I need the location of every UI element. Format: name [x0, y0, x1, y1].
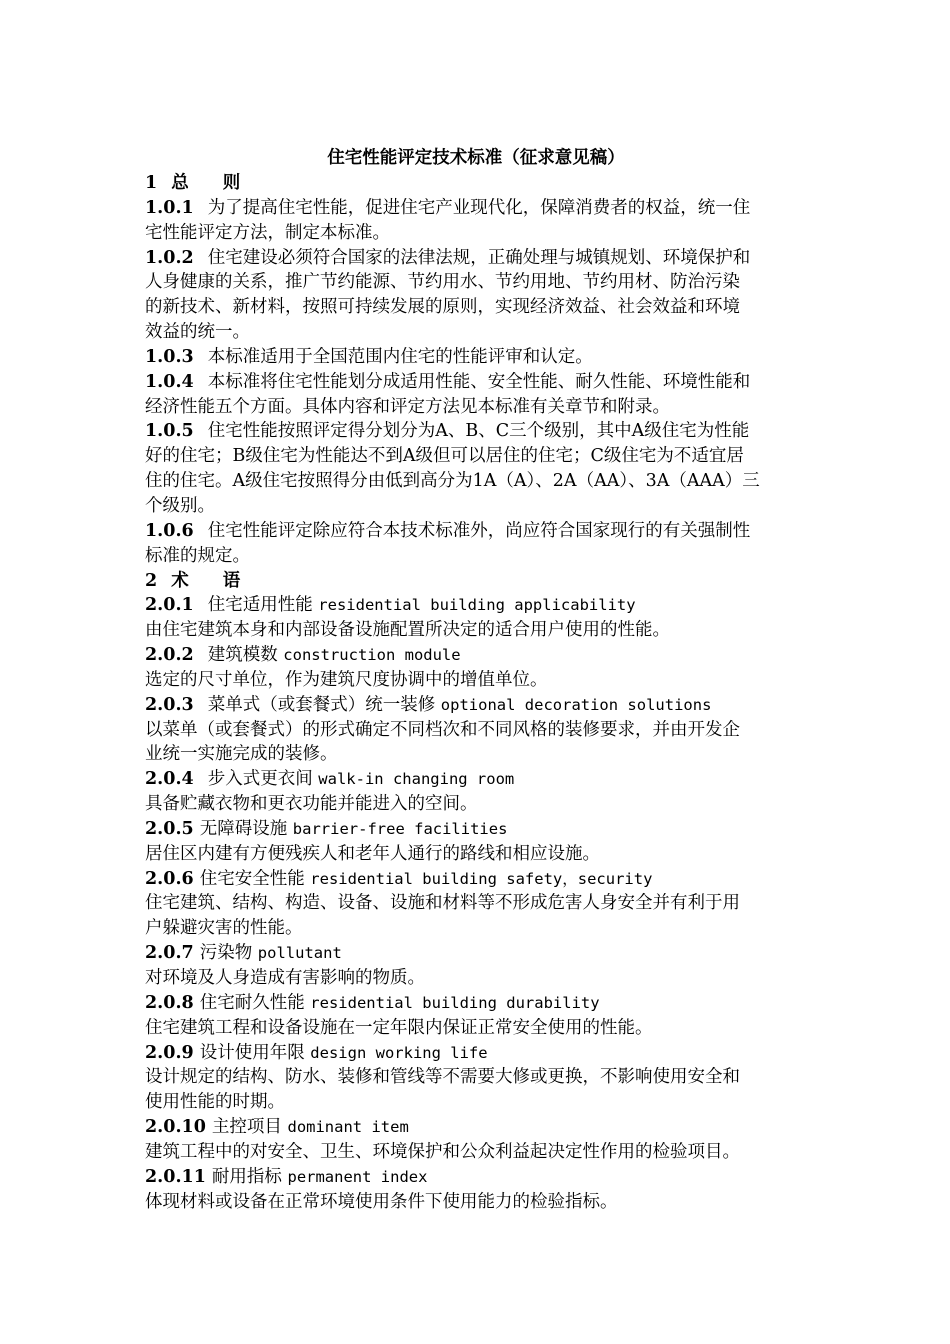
term-chinese: 住宅安全性能 [199, 868, 305, 889]
term-line [145, 991, 807, 1016]
term-english: residential building durability [310, 993, 600, 1012]
term-chinese: 设计使用年限 [199, 1042, 305, 1063]
term-line [145, 867, 807, 892]
term-definition: 对环境及人身造成有害影响的物质。 [145, 968, 425, 988]
term-number: 2.0.2 [145, 645, 194, 666]
clause-number: 1.0.4 [145, 371, 194, 392]
clause-line [145, 494, 807, 519]
term-chinese: 耐用指标 [211, 1166, 282, 1187]
term-english: dominant item [287, 1118, 409, 1137]
term-line [145, 643, 807, 668]
section-number: 2 [145, 570, 158, 591]
clause-text: 好的住宅；B级住宅为性能达不到A级但可以居住的住宅；C级住宅为不适宜居 [145, 446, 744, 467]
clause-text: 的新技术、新材料，按照可持续发展的原则，实现经济效益、社会效益和环境 [145, 297, 740, 318]
clause-line [145, 320, 807, 345]
term-english: barrier-free facilities [292, 819, 508, 838]
term-chinese: 建筑模数 [207, 645, 278, 666]
clause-text: 为了提高住宅性能，促进住宅产业现代化，保障消费者的权益，统一住 [207, 197, 751, 218]
term-chinese: 污染物 [199, 943, 253, 964]
clause-line [145, 246, 807, 271]
clause-text: 经济性能五个方面。具体内容和评定方法见本标准有关章节和附录。 [145, 396, 670, 417]
term-definition: 设计规定的结构、防水、装修和管线等不需要大修或更换，不影响使用安全和 [145, 1067, 740, 1088]
term-english: construction module [283, 646, 461, 665]
clause-number: 1.0.1 [145, 197, 194, 218]
section-heading [145, 171, 807, 196]
term-definition: 选定的尺寸单位，作为建筑尺度协调中的增值单位。 [145, 669, 548, 690]
term-line [145, 767, 807, 792]
clause-number: 1.0.2 [145, 247, 194, 268]
term-definition: 居住区内建有方便残疾人和老年人通行的路线和相应设施。 [145, 843, 600, 864]
clause-text: 住宅性能按照评定得分划分为A、B、C三个级别，其中A级住宅为性能 [207, 421, 750, 442]
clause-text: 本标准将住宅性能划分成适用性能、安全性能、耐久性能、环境性能和 [207, 371, 751, 392]
term-english: residential building applicability [318, 596, 636, 615]
clause-line [145, 295, 807, 320]
clause-line [145, 419, 807, 444]
term-definition: 由住宅建筑本身和内部设备设施配置所决定的适合用户使用的性能。 [145, 620, 670, 641]
term-definition: 体现材料或设备在正常环境使用条件下使用能力的检验指标。 [145, 1191, 618, 1212]
clause-line [145, 345, 807, 370]
term-number: 2.0.6 [145, 868, 194, 889]
clause-number: 1.0.5 [145, 421, 194, 442]
document-title: 住宅性能评定技术标准（征求意见稿） [327, 148, 625, 168]
section-heading [145, 569, 807, 594]
clause-text: 住的住宅。A级住宅按照得分由低到高分为1A（A）、2A（AA）、3A（AAA）三 [145, 471, 760, 492]
term-number: 2.0.9 [145, 1042, 194, 1063]
clause-text: 住宅性能评定除应符合本技术标准外，尚应符合国家现行的有关强制性 [207, 520, 751, 541]
term-definition: 业统一实施完成的装修。 [145, 744, 338, 765]
term-line [145, 1165, 807, 1190]
term-number: 2.0.3 [145, 694, 194, 715]
clause-text: 效益的统一。 [145, 322, 250, 343]
clause-text: 本标准适用于全国范围内住宅的性能评审和认定。 [207, 346, 593, 367]
term-definition: 以菜单（或套餐式）的形式确定不同档次和不同风格的装修要求，并由开发企 [145, 719, 740, 740]
term-definition: 建筑工程中的对安全、卫生、环境保护和公众利益起决定性作用的检验项目。 [145, 1141, 740, 1162]
term-definition: 户躲避灾害的性能。 [145, 918, 303, 939]
term-line [145, 817, 807, 842]
term-number: 2.0.11 [145, 1166, 206, 1187]
term-number: 2.0.4 [145, 769, 194, 790]
clause-line [145, 221, 807, 246]
term-chinese: 菜单式（或套餐式）统一装修 [207, 694, 436, 715]
term-line [145, 941, 807, 966]
clause-line [145, 196, 807, 221]
term-english: optional decoration solutions [440, 695, 712, 714]
term-english: permanent index [287, 1167, 428, 1186]
term-number: 2.0.1 [145, 595, 194, 616]
clause-line [145, 469, 807, 494]
term-number: 2.0.10 [145, 1117, 206, 1138]
term-line [145, 1115, 807, 1140]
term-number: 2.0.5 [145, 818, 194, 839]
term-chinese: 无障碍设施 [199, 818, 288, 839]
term-line [145, 693, 807, 718]
term-definition: 住宅建筑、结构、构造、设备、设施和材料等不形成危害人身安全并有利于用 [145, 893, 740, 914]
term-english: pollutant [257, 944, 342, 963]
clause-text: 标准的规定。 [145, 545, 250, 566]
document-body [145, 171, 807, 1214]
clause-text: 个级别。 [145, 495, 215, 516]
term-english: walk-in changing room [318, 770, 515, 789]
term-english: design working life [310, 1043, 488, 1062]
clause-number: 1.0.6 [145, 520, 194, 541]
term-chinese: 步入式更衣间 [207, 769, 313, 790]
section-number: 1 [145, 173, 158, 193]
clause-text: 人身健康的关系，推广节约能源、节约用水、节约用地、节约用材、防治污染 [145, 272, 740, 293]
clause-line [145, 395, 807, 420]
clause-line [145, 544, 807, 569]
term-chinese: 主控项目 [211, 1117, 282, 1138]
clause-text: 住宅建设必须符合国家的法律法规，正确处理与城镇规划、环境保护和 [207, 247, 751, 268]
clause-text: 宅性能评定方法，制定本标准。 [145, 222, 390, 243]
clause-line [145, 370, 807, 395]
term-definition: 具备贮藏衣物和更衣功能并能进入的空间。 [145, 794, 478, 815]
term-line [145, 1041, 807, 1066]
clause-number: 1.0.3 [145, 346, 194, 367]
clause-line [145, 519, 807, 544]
term-line [145, 593, 807, 618]
clause-line [145, 270, 807, 295]
term-chinese: 住宅耐久性能 [199, 992, 305, 1013]
term-chinese: 住宅适用性能 [207, 595, 313, 616]
term-definition: 住宅建筑工程和设备设施在一定年限内保证正常安全使用的性能。 [145, 1017, 653, 1038]
section-title: 术 语 [171, 570, 255, 591]
term-definition: 使用性能的时期。 [145, 1092, 285, 1113]
section-title: 总 则 [171, 173, 255, 193]
term-english: residential building safety，security [310, 869, 653, 888]
term-number: 2.0.8 [145, 992, 194, 1013]
clause-line [145, 444, 807, 469]
term-number: 2.0.7 [145, 943, 194, 964]
